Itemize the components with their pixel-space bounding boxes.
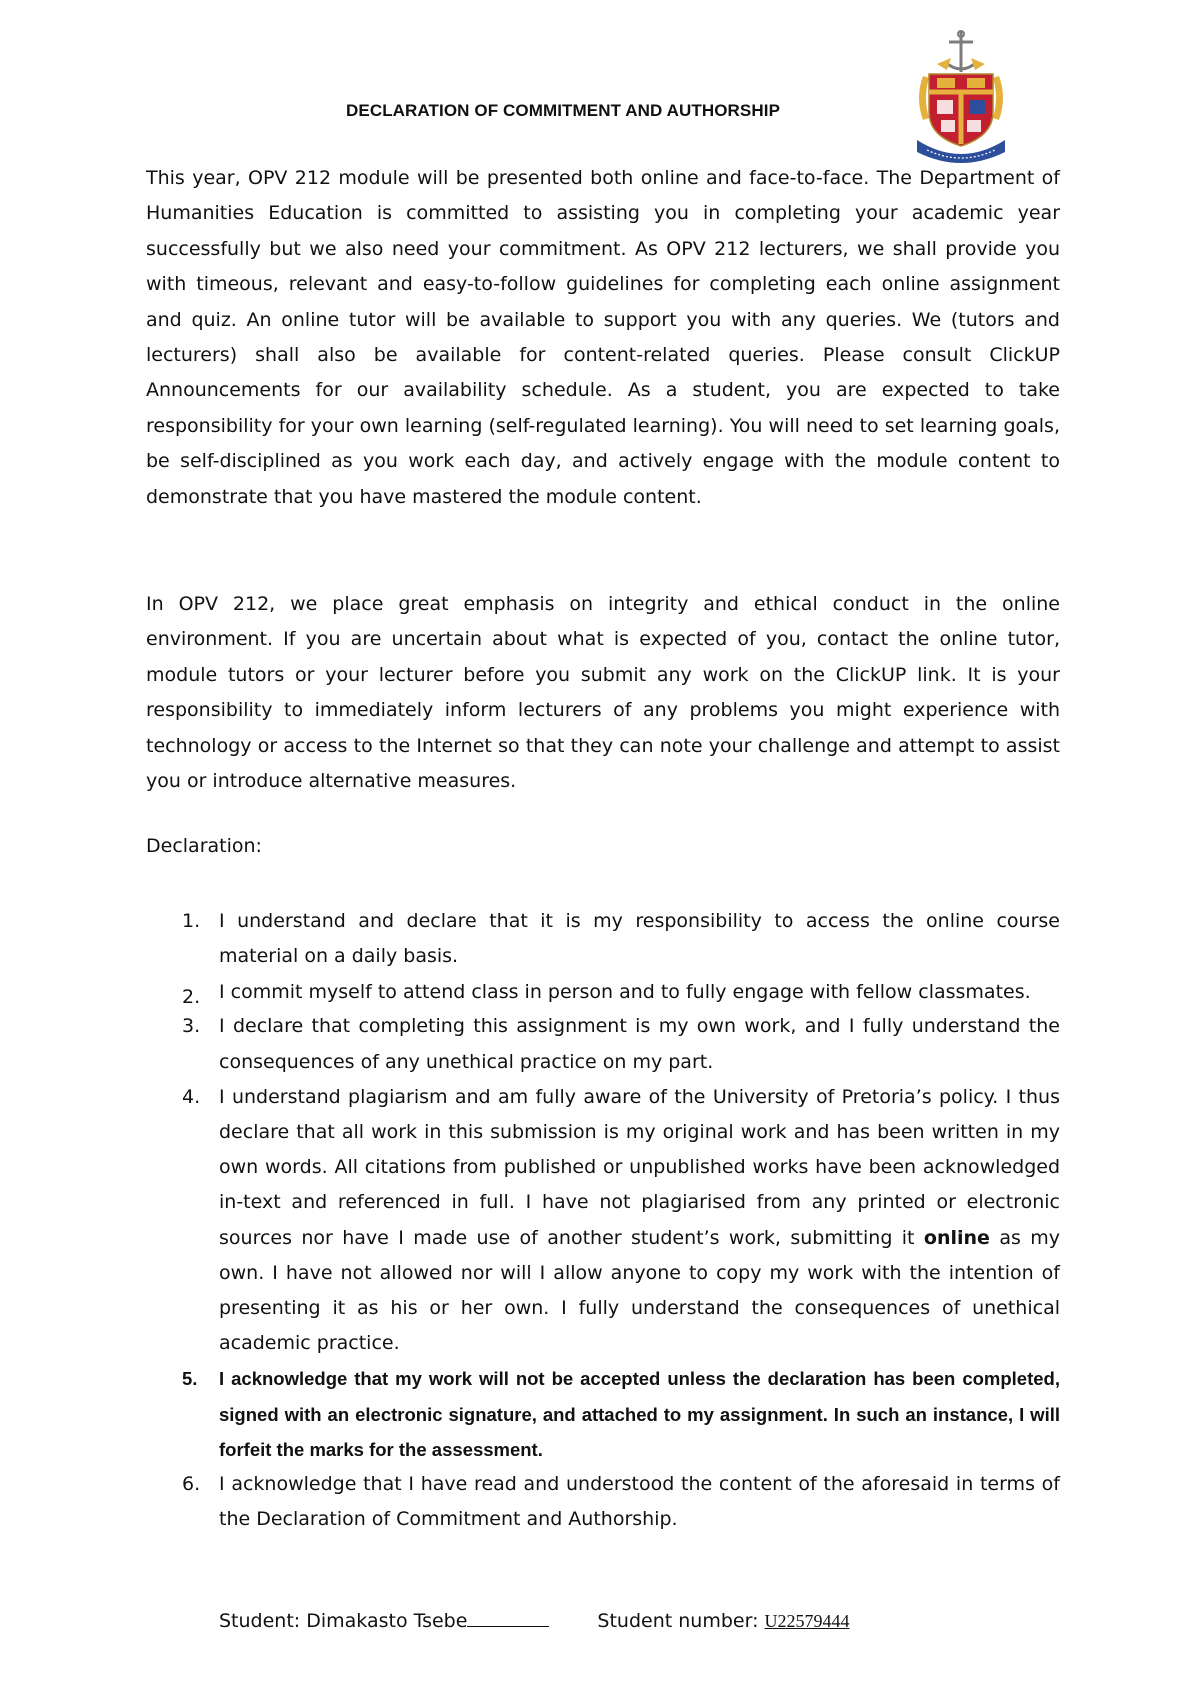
- declaration-text-part: as my own. I have not allowed nor will I allow anyone to copy my work with the intention of presenting it as his or her own. I fully understand the consequences of unethical academic practice.: [219, 1226, 1061, 1355]
- integrity-paragraph: In OPV 212, we place great emphasis on integrity and ethical conduct in the online environment. If you are uncertain about what is expected of you, contact the online tutor, module tutors or your lecturer before you submit any work on the ClickUP link. It is your responsibility to immediately inform lecturers of any problems you might experience with technology or access to the Internet so that they can note your challenge and attempt to assist you or introduce alternative measures.: [146, 593, 1060, 793]
- declaration-text: I acknowledge that my work will not be accepted unless the declaration has been completed, signed with an electronic signature, and attached to my assignment. In such an instance, I will forfeit the marks for the assessment.: [219, 1368, 1060, 1460]
- student-name-underline: [467, 1606, 549, 1627]
- university-crest-icon: [910, 28, 1012, 168]
- declaration-text: I commit myself to attend class in person and to fully engage with fellow classmates.: [219, 981, 1031, 1004]
- student-signature-line: [219, 1606, 850, 1632]
- declaration-number: 1.: [182, 910, 201, 932]
- declaration-text: I declare that completing this assignment is my own work, and I fully understand the consequences of any unethical practice on my part.: [219, 1015, 1060, 1073]
- declaration-text-part: I understand plagiarism and am fully aware of the University of Pretoria’s policy. I thus declare that all work in this submission is my original work and has been written in my own words. All citations from published or unpublished works have been acknowledged in-text and referenced in full. I have not plagiarised from any printed or electronic sources nor have I made use of another student’s work, submitting it: [219, 1085, 1060, 1249]
- student-number-label: Student number:: [597, 1610, 765, 1632]
- declaration-emphasis: online: [923, 1226, 990, 1249]
- declaration-text: I acknowledge that I have read and understood the content of the aforesaid in terms of the Declaration of Commitment and Authorship.: [219, 1473, 1060, 1531]
- declaration-number: 6.: [182, 1473, 201, 1496]
- crest-anchor: [937, 31, 985, 72]
- declaration-heading: Declaration:: [146, 835, 262, 857]
- student-number-value[interactable]: U22579444: [764, 1611, 850, 1631]
- crest-mantle-right: [993, 76, 1003, 120]
- declaration-item: [146, 1080, 1086, 1362]
- declaration-number: 4.: [182, 1085, 201, 1108]
- declaration-number: 5.: [182, 1368, 198, 1390]
- declaration-number: 3.: [182, 1015, 201, 1038]
- declaration-item: [146, 974, 1086, 1009]
- declaration-text: [219, 1080, 1060, 1362]
- declaration-list: [146, 904, 1086, 1537]
- declaration-item-bold: [146, 1361, 1086, 1467]
- declaration-item: [146, 904, 1086, 974]
- declaration-item: [146, 1467, 1086, 1537]
- declaration-number: 2.: [182, 986, 201, 1009]
- student-name-field[interactable]: Student: Dimakasto Tsebe: [219, 1610, 468, 1632]
- declaration-text: I understand and declare that it is my responsibility to access the online course material on a daily basis.: [219, 910, 1060, 968]
- crest-mantle-left: [919, 76, 929, 120]
- intro-paragraph: This year, OPV 212 module will be presented both online and face-to-face. The Department of Humanities Education is committed to assisting you in completing your academic year successfully but we also need your commitment. As OPV 212 lecturers, we shall provide you with timeous, relevant and easy-to-follow guidelines for completing each online assignment and quiz. An online tutor will be available to support you with any queries. We (tutors and lecturers) shall also be available for content-related queries. Please consult ClickUP Announcements for our availability schedule. As a student, you are expected to take responsibility for your own learning (self-regulated learning). You will need to set learning goals, be self-disciplined as you work each day, and actively engage with the module content to demonstrate that you have mastered the module content.: [146, 167, 1060, 508]
- declaration-item: [146, 1009, 1086, 1079]
- page-title: DECLARATION OF COMMITMENT AND AUTHORSHIP: [346, 101, 781, 120]
